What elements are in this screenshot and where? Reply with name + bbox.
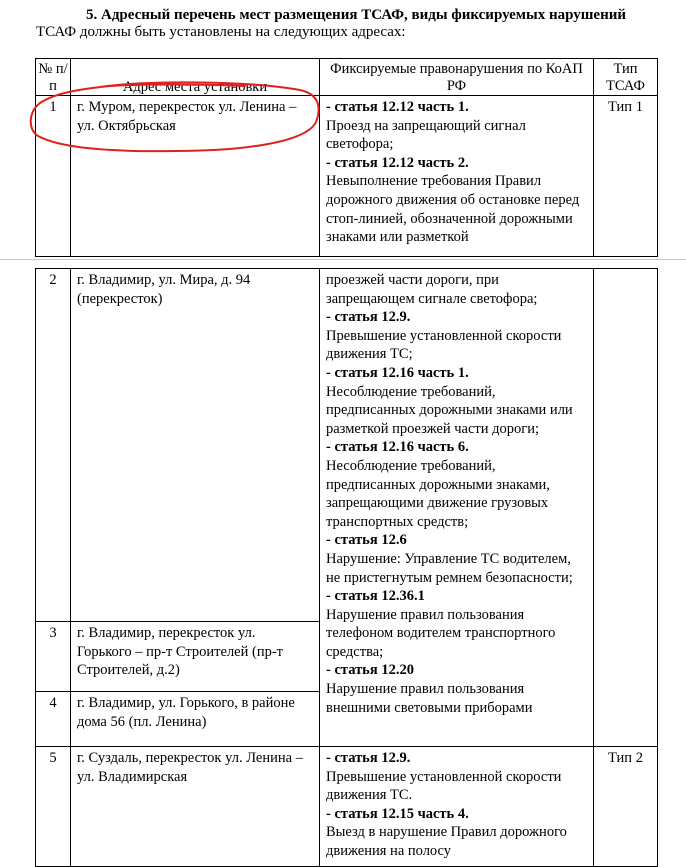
violation-article: - статья 12.12 часть 1. bbox=[326, 99, 469, 115]
row-num: 2 bbox=[36, 269, 71, 622]
row-num: 4 bbox=[36, 692, 71, 747]
row-type bbox=[594, 269, 658, 747]
violation-article: - статья 12.20 bbox=[326, 662, 414, 679]
page-break-line bbox=[0, 259, 686, 260]
violation-article: - статья 12.12 часть 2. bbox=[326, 154, 469, 171]
row-address: г. Суздаль, перекресток ул. Ленина – ул. Владимирская bbox=[71, 747, 320, 867]
table-row bbox=[36, 269, 658, 622]
row-address: г. Муром, перекресток ул. Ленина – ул. Октябрьская bbox=[71, 96, 320, 257]
table-header-row bbox=[36, 59, 658, 96]
violation-text: Нарушение правил пользования телефоном водителем транспортного средства; bbox=[326, 606, 556, 660]
violation-article: - статья 12.9. bbox=[326, 750, 411, 766]
violation-article: - статья 12.6 bbox=[326, 532, 407, 549]
header-violations: Фиксируемые правонарушения по КоАП РФ bbox=[320, 59, 594, 96]
violation-article: - статья 12.16 часть 1. bbox=[326, 364, 469, 381]
row-address: г. Владимир, перекресток ул. Горького – пр-т Строителей (пр-т Строителей, д.2) bbox=[71, 622, 320, 692]
violation-article: - статья 12.15 часть 4. bbox=[326, 805, 469, 822]
violation-text: Несоблюдение требований, предписанных дорожными знаками или разметкой проезжей части дороги; bbox=[326, 383, 573, 437]
violation-text: Нарушение: Управление ТС водителем, не пристегнутым ремнем безопасности; bbox=[326, 550, 573, 586]
violation-text: Превышение установленной скорости движения ТС. bbox=[326, 768, 562, 804]
table-row bbox=[36, 747, 658, 867]
violation-continuation: проезжей части дороги, при запрещающем сигнале светофора; bbox=[326, 272, 538, 307]
row-address: г. Владимир, ул. Мира, д. 94 (перекресток) bbox=[71, 269, 320, 622]
shared-violations bbox=[320, 269, 594, 747]
placement-table-page1 bbox=[35, 58, 658, 257]
violation-text: Превышение установленной скорости движения ТС; bbox=[326, 327, 562, 363]
row-violations bbox=[320, 96, 594, 257]
row-num: 3 bbox=[36, 622, 71, 692]
placement-table-page2 bbox=[35, 268, 658, 867]
row-num: 1 bbox=[36, 96, 71, 257]
row-type: Тип 2 bbox=[594, 747, 658, 867]
violation-article: - статья 12.36.1 bbox=[326, 588, 425, 605]
violation-text: Выезд в нарушение Правил дорожного движения на полосу bbox=[326, 824, 567, 859]
violation-text: Несоблюдение требований, предписанных дорожными знаками, запрещающими движение грузовых транспортных средств; bbox=[326, 457, 550, 530]
header-type: Тип ТСАФ bbox=[594, 59, 658, 96]
violation-article: - статья 12.9. bbox=[326, 309, 411, 326]
row-type: Тип 1 bbox=[594, 96, 658, 257]
violation-text: Проезд на запрещающий сигнал светофора; bbox=[326, 117, 526, 153]
violation-text: Невыполнение требования Правил дорожного движения об остановке перед стоп-линией, обозначенной дорожными знаками или разметкой bbox=[326, 173, 580, 246]
row-violations bbox=[320, 747, 594, 867]
violation-article: - статья 12.16 часть 6. bbox=[326, 439, 469, 456]
header-address-label: Адрес места установки bbox=[122, 78, 268, 95]
header-num: № п/п bbox=[36, 59, 71, 96]
table-row bbox=[36, 96, 658, 257]
header-address bbox=[71, 59, 320, 96]
intro-text: ТСАФ должны быть установлены на следующих адресах: bbox=[36, 24, 406, 40]
violation-text: Нарушение правил пользования внешними световыми приборами bbox=[326, 681, 533, 716]
section-heading: 5. Адресный перечень мест размещения ТСАФ, виды фиксируемых нарушений bbox=[85, 7, 626, 23]
row-num: 5 bbox=[36, 747, 71, 867]
row-address: г. Владимир, ул. Горького, в районе дома 56 (пл. Ленина) bbox=[71, 692, 320, 747]
